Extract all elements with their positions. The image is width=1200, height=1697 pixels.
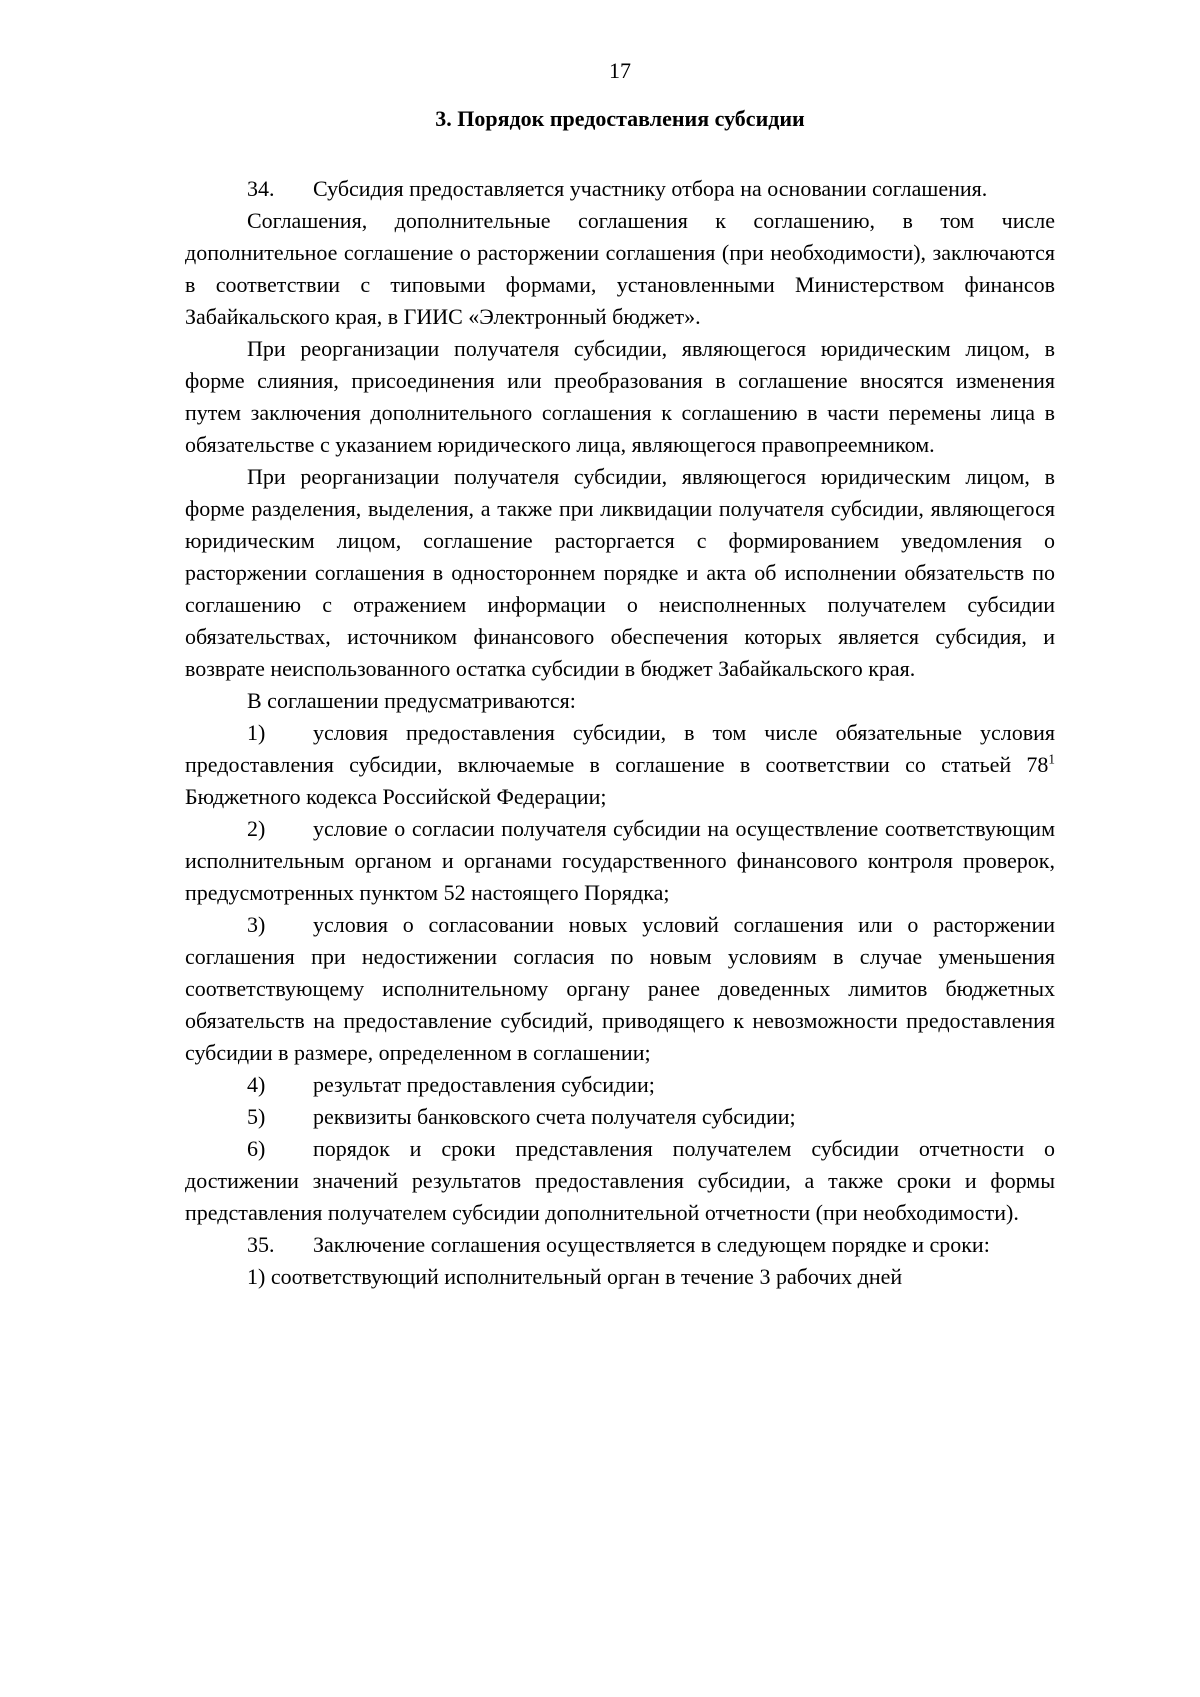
list-item-4 bbox=[185, 1069, 1055, 1101]
list-item-2 bbox=[185, 813, 1055, 909]
paragraph-text: Соглашения, дополнительные соглашения к соглашению, в том числе дополнительное соглашение о расторжении соглашения (при необходимости), заключаются в соответствии с типовыми формами, установленными Министерством финансов Забайкальского края, в ГИИС «Электронный бюджет». bbox=[185, 208, 1055, 329]
paragraph-text: условие о согласии получателя субсидии на осуществление соответствующим исполнительным органом и органами государственного финансового контроля проверок, предусмотренных пунктом 52 настоящего Порядка; bbox=[185, 816, 1055, 905]
paragraph-text: Заключение соглашения осуществляется в следующем порядке и сроки: bbox=[313, 1232, 990, 1257]
list-item-number: 1) bbox=[247, 720, 266, 745]
paragraph-text: условия предоставления субсидии, в том числе обязательные условия предоставления субсидии, включаемые в соглашение в соответствии со статьей 78 bbox=[185, 720, 1055, 777]
paragraph-34 bbox=[185, 173, 1055, 205]
paragraph-text: Бюджетного кодекса Российской Федерации; bbox=[185, 784, 607, 809]
paragraph bbox=[185, 461, 1055, 685]
list-item-3 bbox=[185, 909, 1055, 1069]
list-item-number: 2) bbox=[247, 816, 266, 841]
paragraph-number: 35. bbox=[247, 1232, 275, 1257]
paragraph-text: При реорганизации получателя субсидии, являющегося юридическим лицом, в форме разделения, выделения, а также при ликвидации получателя субсидии, являющегося юридическим лицом, соглашение расторгается с формированием уведомления о расторжении соглашения в одностороннем порядке и акта об исполнении обязательств по соглашению с отражением информации о неисполненных получателем субсидии обязательствах, источником финансового обеспечения которых является субсидия, и возврате неиспользованного остатка субсидии в бюджет Забайкальского края. bbox=[185, 464, 1055, 681]
page-number: 17 bbox=[609, 58, 631, 83]
list-item-6 bbox=[185, 1133, 1055, 1229]
paragraph-number: 34. bbox=[247, 176, 275, 201]
paragraph bbox=[185, 205, 1055, 333]
paragraph-text: результат предоставления субсидии; bbox=[313, 1072, 655, 1097]
paragraph-35 bbox=[185, 1229, 1055, 1261]
paragraph-text: условия о согласовании новых условий соглашения или о расторжении соглашения при недостижении согласия по новым условиям в случае уменьшения соответствующему исполнительному органу ранее доведенных лимитов бюджетных обязательств на предоставление субсидий, приводящего к невозможности предоставления субсидии в размере, определенном в соглашении; bbox=[185, 912, 1055, 1065]
paragraph-text: В соглашении предусматриваются: bbox=[247, 688, 576, 713]
section-heading: 3. Порядок предоставления субсидии bbox=[435, 106, 805, 131]
paragraph-text: реквизиты банковского счета получателя субсидии; bbox=[313, 1104, 796, 1129]
list-item-5 bbox=[185, 1101, 1055, 1133]
paragraph bbox=[185, 685, 1055, 717]
list-item-number: 5) bbox=[247, 1104, 266, 1129]
paragraph-text: 1) соответствующий исполнительный орган в течение 3 рабочих дней bbox=[247, 1264, 903, 1289]
list-item-number: 6) bbox=[247, 1136, 266, 1161]
paragraph-text: При реорганизации получателя субсидии, являющегося юридическим лицом, в форме слияния, присоединения или преобразования в соглашение вносятся изменения путем заключения дополнительного соглашения к соглашению в части перемены лица в обязательстве с указанием юридического лица, являющегося правопреемником. bbox=[185, 336, 1055, 457]
paragraph bbox=[185, 333, 1055, 461]
list-item-number: 4) bbox=[247, 1072, 266, 1097]
paragraph-text: порядок и сроки представления получателем субсидии отчетности о достижении значений результатов предоставления субсидии, а также сроки и формы представления получателем субсидии дополнительной отчетности (при необходимости). bbox=[185, 1136, 1055, 1225]
list-item-number: 3) bbox=[247, 912, 266, 937]
footnote-reference: 1 bbox=[1048, 751, 1055, 767]
paragraph bbox=[185, 1261, 1055, 1293]
list-item-1 bbox=[185, 717, 1055, 813]
paragraph-text: Субсидия предоставляется участнику отбора на основании соглашения. bbox=[313, 176, 988, 201]
